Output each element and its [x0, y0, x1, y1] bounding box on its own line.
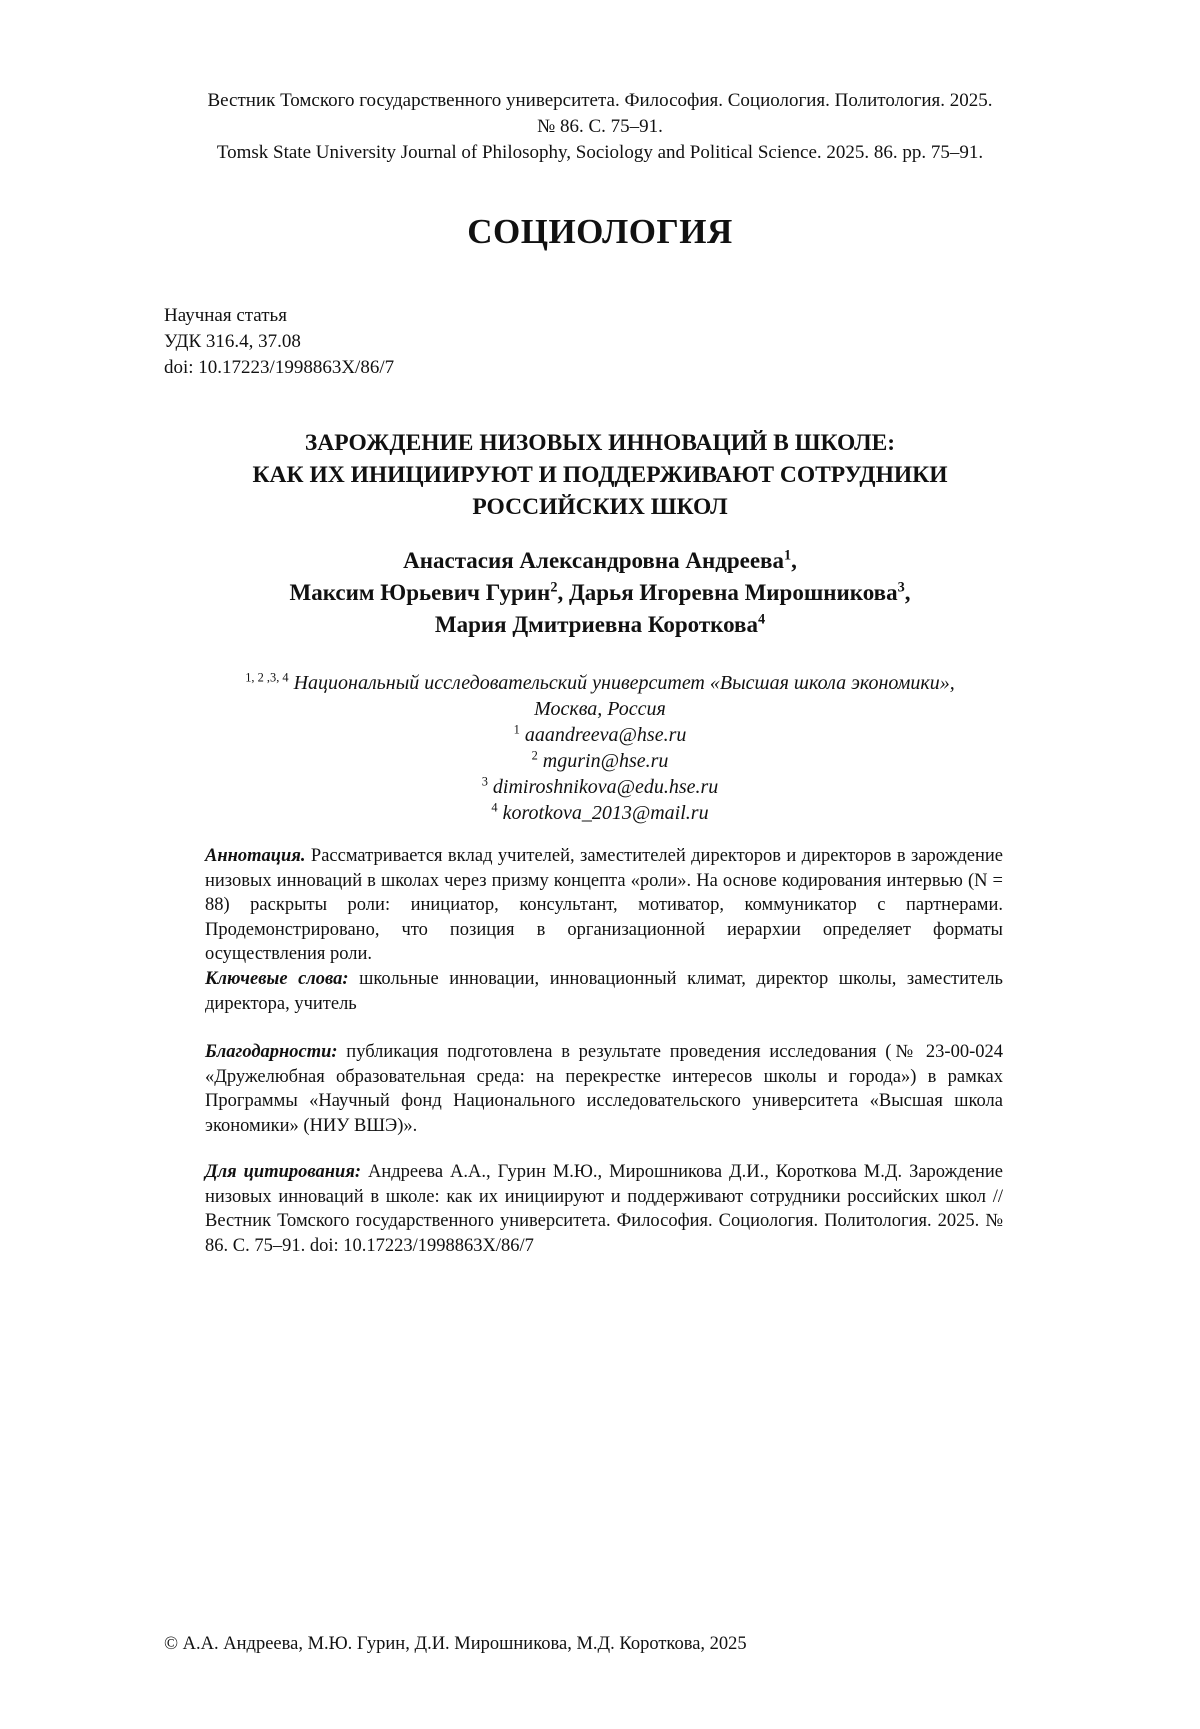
- article-title-line: РОССИЙСКИХ ШКОЛ: [472, 494, 728, 520]
- journal-citation-ru-line1: Вестник Томского государственного университета. Философия. Социология. Политология. 2025.: [207, 90, 993, 111]
- author-line: Максим Юрьевич Гурин$^2$, Дарья Игоревна Мирошникова$^3$,: [289, 579, 911, 605]
- keywords-text: школьные инновации, инновационный климат, директор школы, заместитель директора, учитель: [205, 969, 1003, 1014]
- email-mark: 2: [531, 748, 538, 763]
- acknowledgements-label: Благодарности:: [205, 1042, 338, 1062]
- journal-citation-en: Tomsk State University Journal of Philosophy, Sociology and Political Science. 2025. 86. pp. 75–91.: [216, 142, 984, 163]
- citation-label: Для цитирования:: [205, 1162, 362, 1182]
- affiliation-org: [150, 670, 1050, 696]
- abstract-label: Аннотация.: [205, 846, 306, 866]
- acknowledgements-text: публикация подготовлена в результате проведения исследования (№ 23-00-024 «Дружелюбная образовательная среда: на перекрестке интересов школы и города») в рамках Программы «Научный фонд Национального исследовательского университета «Высшая школа экономики» (НИУ ВШЭ)».: [205, 1042, 1003, 1136]
- email-mark: 3: [481, 774, 488, 789]
- abstract-text: Рассматривается вклад учителей, заместителей директоров и директоров в зарождение низовых инноваций в школах через призму концепта «роли». На основе кодирования интервью (N = 88) раскрыты роли: инициатор, консультант, мотиватор, коммуникатор с партнерами. Продемонстрировано, что позиция в организационной иерархии определяет форматы осуществления роли.: [205, 846, 1003, 964]
- email-address[interactable]: aaandreeva@hse.ru: [524, 724, 687, 746]
- affiliation-city: Москва, Россия: [534, 698, 666, 720]
- author-line: Анастасия Александровна Андреева$^1$,: [403, 547, 797, 573]
- author-name: Дарья Игоревна Мирошникова: [568, 580, 898, 605]
- section-title: СОЦИОЛОГИЯ: [467, 212, 733, 251]
- keywords: [205, 967, 1003, 1016]
- affiliation-name: Национальный исследовательский университет «Высшая школа экономики»,: [293, 672, 955, 694]
- copyright-notice: © А.А. Андреева, М.Ю. Гурин, Д.И. Мирошникова, М.Д. Короткова, 2025: [164, 1634, 747, 1654]
- author-line: [150, 609, 1050, 641]
- doi: doi: 10.17223/1998863X/86/7: [164, 357, 395, 378]
- author-affiliation-mark: 3: [897, 579, 905, 596]
- email-mark: 1: [513, 722, 520, 737]
- email-address[interactable]: mgurin@hse.ru: [542, 750, 669, 772]
- author-name: Анастасия Александровна Андреева: [403, 548, 784, 573]
- journal-citation-ru-line2: № 86. С. 75–91.: [537, 116, 663, 137]
- email-line: [150, 774, 1050, 800]
- abstract: [205, 844, 1003, 967]
- author-affiliation-mark: 1: [783, 547, 792, 564]
- journal-header: [150, 88, 1050, 166]
- author-list: [150, 545, 1050, 641]
- email-address[interactable]: korotkova_2013@mail.ru: [502, 802, 709, 824]
- author-name: Мария Дмитриевна Короткова: [434, 612, 758, 637]
- article-title-line: КАК ИХ ИНИЦИИРУЮТ И ПОДДЕРЖИВАЮТ СОТРУДНИКИ: [252, 462, 948, 488]
- email-address[interactable]: dimiroshnikova@edu.hse.ru: [492, 776, 719, 798]
- author-affiliation-mark: 2: [550, 579, 558, 596]
- citation-text: Андреева А.А., Гурин М.Ю., Мирошникова Д.И., Короткова М.Д. Зарождение низовых инноваций в школе: как их инициируют и поддерживают сотрудники российских школ // Вестник Томского государственного университета. Философия. Социология. Политология. 2025. № 86. С. 75–91. doi: 10.17223/1998863X/86/7: [205, 1162, 1004, 1256]
- article-title-line: ЗАРОЖДЕНИЕ НИЗОВЫХ ИННОВАЦИЙ В ШКОЛЕ:: [304, 430, 896, 456]
- author-affiliation-mark: 4: [757, 611, 766, 628]
- affiliation-marks: 1, 2 ,3, 4: [245, 670, 289, 685]
- article-type: Научная статья: [164, 305, 287, 326]
- email-mark: 4: [491, 800, 498, 815]
- email-line: [150, 748, 1050, 774]
- affiliations: [150, 670, 1050, 826]
- acknowledgements: [205, 1040, 1003, 1138]
- udc-code: УДК 316.4, 37.08: [164, 331, 301, 352]
- email-line: [150, 722, 1050, 748]
- citation: [205, 1160, 1003, 1258]
- author-name: Максим Юрьевич Гурин: [289, 580, 551, 605]
- article-title: [150, 427, 1050, 523]
- article-meta: [164, 303, 394, 381]
- keywords-label: Ключевые слова:: [205, 969, 349, 989]
- email-line: [150, 800, 1050, 826]
